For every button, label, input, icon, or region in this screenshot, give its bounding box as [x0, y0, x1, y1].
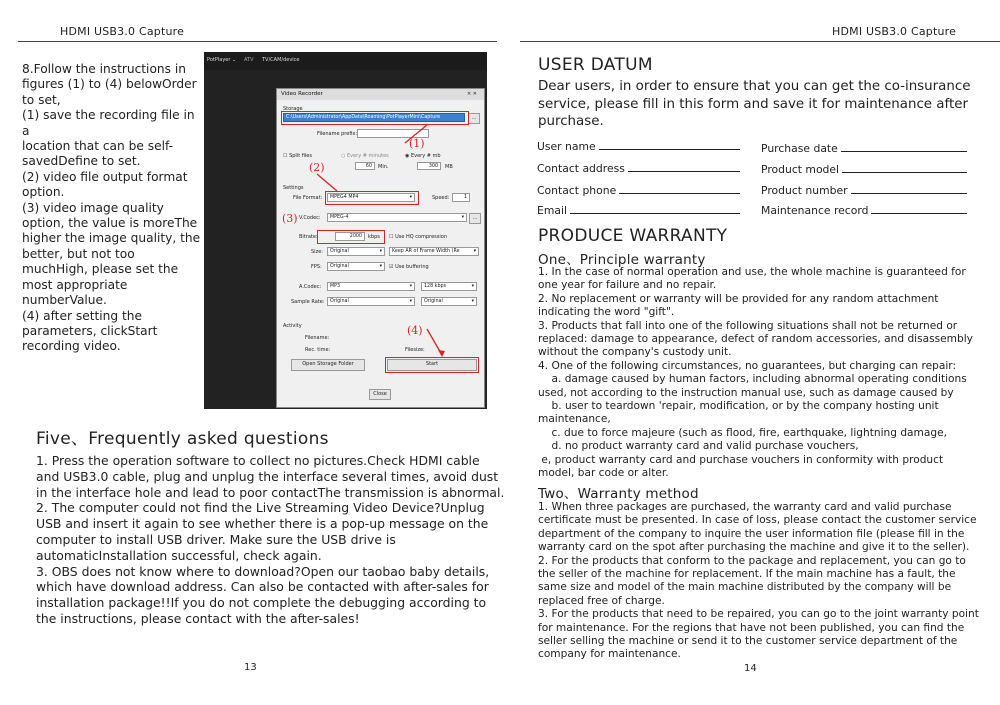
method-item: 1. When three packages are purchased, the warranty card and valid purchase certificate must be presented. In case of loss, please contact the customer service department of the company to inquire the user information file (please fill in the warranty card on the spot after purchasing the machine and give it to the seller). [538, 501, 977, 554]
arrow-2 [317, 174, 337, 191]
fps-label: FPS: [311, 264, 322, 270]
method-item: 3. For the products that need to be repaired, you can go to the joint warranty point for maintenance. For the regions that have not been published, you can find the seller selling the machine or send it to the customer service department of the company for maintenance. [538, 608, 979, 661]
acodec-label: A.Codec: [299, 284, 322, 290]
close-button: Close [369, 389, 391, 400]
bitrate-field: 2000 [335, 232, 365, 241]
bitrate-unit: kbps [368, 234, 380, 240]
mb-unit: MB [445, 164, 453, 170]
page-number-right: 14 [744, 663, 757, 674]
filename-label: Filename: [305, 335, 330, 341]
filename-prefix-label: Filename prefix: [317, 131, 358, 137]
marker-2: (2) [309, 161, 325, 174]
field-purchase-date: Purchase date [761, 142, 967, 155]
header-divider-left [18, 41, 497, 42]
field-email: Email [537, 204, 740, 217]
principle-title: One、Principle warranty [538, 252, 706, 268]
field-contact-address: Contact address [537, 162, 740, 175]
principle-item: c. due to force majeure (such as flood, fire, earthquake, lightning damage, [538, 426, 947, 439]
principle-item: e, product warranty card and purchase vouchers in conformity with product model, bar code or alter. [538, 453, 947, 480]
user-datum-intro: Dear users, in order to ensure that you can get the co-insurance service, please fill in this form and save it for maintenance after purchase. [538, 79, 971, 129]
method-item: 2. For the products that conform to the package and replacement, you can go to the seller of the machine for replacement. If the main machine has a fault, the same size and model of the main machine distributed by the company will be replaced free of charge. [538, 554, 966, 607]
principle-item: 1. In the case of normal operation and use, the whole machine is guaranteed for one year for failure and no repair. [538, 266, 966, 292]
size-label: Size: [311, 249, 323, 255]
warranty-title: PRODUCE WARRANTY [538, 226, 728, 246]
arrow-4-head [438, 350, 445, 357]
field-user-name: User name [537, 140, 740, 153]
every-mb-label: ◉ Every # mb [405, 153, 441, 159]
principle-item: 4. One of the following circumstances, no guarantees, but charging can repair: [538, 359, 957, 372]
player-tab: PotPlayer ⌄ [207, 57, 237, 63]
split-files-label: ☐ Split files [283, 153, 312, 159]
marker-3: (3) [282, 212, 298, 225]
user-datum-title: USER DATUM [538, 55, 653, 75]
fps-select: Original ▾ [327, 262, 385, 271]
field-product-number: Product number [761, 184, 967, 197]
aspect-select: Keep AR of Frame Width (Re ▾ [389, 247, 479, 256]
header-left: HDMI USB3.0 Capture [60, 25, 185, 38]
buffering-label: ☑ Use buffering [389, 264, 429, 270]
faq-item: 1. Press the operation software to collect no pictures.Check HDMI cable and USB3.0 cable, plug and unplug the interface several times, avoid dust in the interface hole and lead to poor contactThe transmission is abnormal. [36, 453, 505, 500]
rec-time-label: Rec. time: [305, 347, 331, 353]
player-tab: TV/CAM/device [262, 57, 300, 63]
open-storage-folder-button: Open Storage Folder [291, 359, 365, 371]
header-right: HDMI USB3.0 Capture [832, 25, 957, 38]
filesize-label: Filesize: [405, 347, 425, 353]
step-8-instructions: 8.Follow the instructions in figures (1) to (4) belowOrder to set, (1) save the recording file in a location that can be self- savedDefine to set. (2) video file output format option. (3) video image quality option, the value is moreThe higher the image quality, the better, but not too muchHigh, please set the most appropriate numberValue. (4) after setting the parameters, clickStart recording video. [22, 62, 201, 354]
sample-rate-label: Sample Rate: [291, 299, 325, 305]
page-number-left: 13 [244, 662, 257, 673]
faq-list [36, 453, 506, 627]
size-select: Original ▾ [327, 247, 385, 256]
speed-label: Speed: [432, 195, 450, 201]
header-divider-right [520, 41, 1000, 42]
player-tab: ATV [244, 57, 254, 63]
acodec-select: MP3 ▾ [327, 282, 415, 291]
annotation-arrows [277, 89, 484, 407]
close-icon: × ✕ [467, 91, 477, 97]
mb-field: 300 [417, 162, 441, 170]
player-tabbar [204, 52, 487, 70]
storage-path-field: C:\Users\Administrator\AppData\Roaming\PotPlayerMini\Capture [283, 113, 465, 122]
minutes-field: 60 [355, 162, 375, 170]
settings-label: Settings [283, 185, 304, 191]
method-title: Two、Warranty method [538, 486, 699, 502]
faq-item: 2. The computer could not find the Live Streaming Video Device?Unplug USB and insert it again to see whether there is a pop-up message on the computer to install USB driver. Make sure the USB drive is automaticInstallation successful, check again. [36, 500, 489, 563]
faq-item: 3. OBS does not know where to download?Open our taobao baby details, which have download address. Can also be contacted with after-sales for installation package!!If you do not complete the debugging according to the instructions, please contact with the after-sales! [36, 563, 490, 626]
minutes-unit: Min. [378, 164, 389, 170]
audio-bitrate-select: 128 kbps ▾ [421, 282, 477, 291]
principle-item: a. damage caused by human factors, including abnormal operating conditions used, not according to the instruction manual use, such as damage caused by [538, 373, 971, 399]
principle-item: b. user to teardown 'repair, modification, or by the company hosting unit maintenance, [538, 400, 943, 426]
activity-label: Activity [283, 323, 302, 329]
field-contact-phone: Contact phone [537, 184, 740, 197]
vcodec-select: MPEG-4 ▾ [327, 213, 467, 222]
principle-list [538, 266, 980, 481]
vcodec-label: V.Codec: [299, 215, 321, 221]
video-recorder-dialog [276, 88, 485, 408]
sample-rate-select: Original ▾ [327, 297, 415, 306]
faq-title: Five、Frequently asked questions [36, 429, 329, 449]
vcodec-options-button: ... [469, 213, 481, 224]
speed-field: 1 [452, 193, 470, 202]
method-list [538, 501, 980, 662]
field-maintenance-record: Maintenance record [761, 204, 967, 217]
principle-item: 2. No replacement or warranty will be provided for any random attachment indicating the word "gift". [538, 292, 939, 319]
marker-1: (1) [409, 137, 425, 150]
marker-4: (4) [407, 324, 423, 337]
bitrate-label: Bitrate: [299, 234, 318, 240]
file-format-label: File Format: [293, 195, 323, 201]
principle-item: 3. Products that fall into one of the following situations shall not be returned or replaced: damage to appearance, defect of random accessories, and disassembly without the company's custody unit. [538, 319, 973, 359]
storage-label: Storage [283, 106, 303, 112]
dialog-title: Video Recorder [277, 89, 484, 100]
browse-button: ... [468, 113, 480, 124]
file-format-select: MPEG4 MP4 ▾ [327, 193, 415, 202]
field-product-model: Product model [761, 163, 967, 176]
video-recorder-screenshot [204, 52, 487, 409]
hq-compression-label: ☐ Use HQ compression [389, 234, 447, 240]
principle-item: d. no product warranty card and valid purchase vouchers, [538, 440, 859, 453]
start-button: Start [387, 359, 477, 371]
every-minutes-label: ○ Every # minutes [341, 153, 389, 159]
channels-select: Original ▾ [421, 297, 477, 306]
